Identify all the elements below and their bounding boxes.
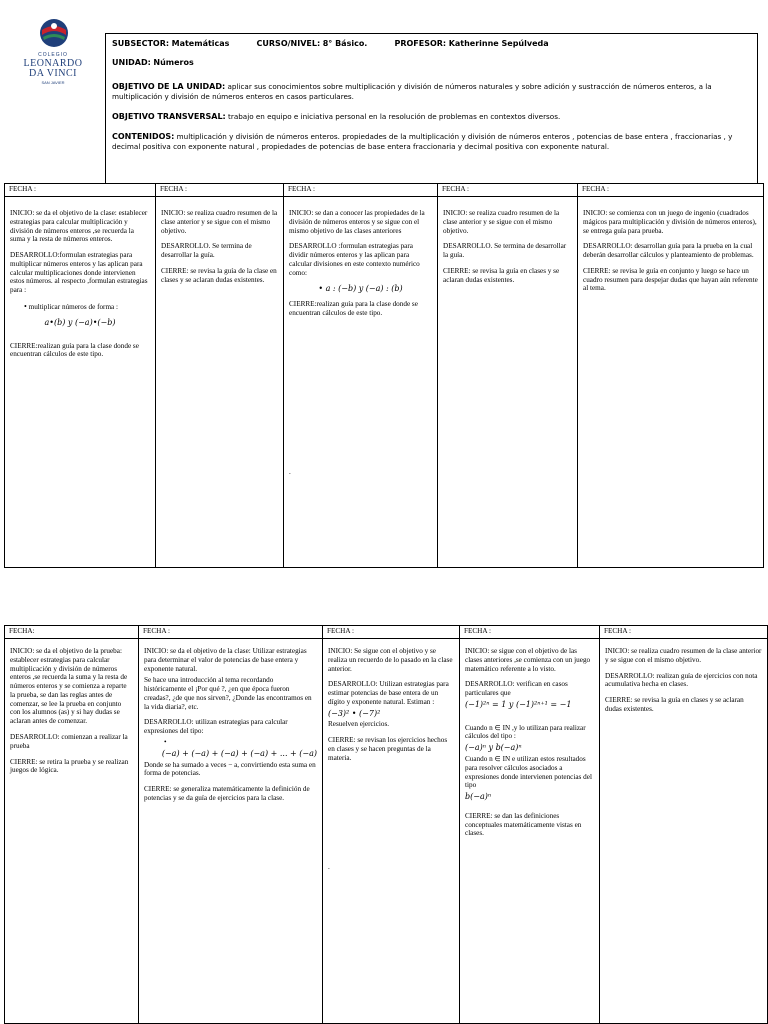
week2-day5-inicio: INICIO: se realiza cuadro resumen de la clase anterior y se sigue con el mismo objetivo. bbox=[605, 647, 762, 664]
week1-day5-cell bbox=[578, 197, 764, 568]
week2-day1-inicio: INICIO: se da el objetivo de la prueba: establecer estrategias para calcular multiplicación y división de números enteros ,se recuerda la suma y la resta de números enteros y se comienza a reparte la prueba, se dan las reglas antes de comenzar, se lee la prueba en conjunto con los alumnos (as) y si hay dudas se aclaran antes de comenzar. bbox=[10, 647, 128, 726]
week2-planning-table bbox=[4, 625, 768, 1024]
contenidos-label: CONTENIDOS: bbox=[112, 132, 175, 141]
week1-day2-cierre: CIERRE: se revisa la guía de la clase en clases y se aclaran dudas existentes. bbox=[161, 266, 277, 284]
week1-day3-formula bbox=[289, 284, 432, 294]
week2-day2-formula: (−a) + (−a) + (−a) + (−a) + ... + (−a) bbox=[161, 748, 317, 758]
logo-text-davinci: DA VINCI bbox=[29, 68, 77, 79]
week1-day1-cierre: CIERRE:realizan guía para la clase donde se encuentran cálculos de este tipo. bbox=[10, 341, 139, 359]
week2-day5-cierre: CIERRE: se revisa la guía en clases y se aclaran dudas existentes. bbox=[605, 696, 744, 713]
school-logo bbox=[6, 18, 100, 98]
week1-day2-fecha: FECHA : bbox=[156, 184, 284, 197]
week1-day5-desarrollo: DESARROLLO: desarrollan guía para la prueba en la cual deberán desarrollar cálculos y planteamiento de problemas. bbox=[583, 242, 754, 260]
week1-fecha-row bbox=[5, 184, 764, 197]
week1-day3-cierre: CIERRE:realizan guía para la clase donde se encuentran cálculos de este tipo. bbox=[289, 300, 418, 317]
header-row-subsector bbox=[112, 39, 751, 49]
week2-day3-desarrollo: DESARROLLO: Utilizan estrategias para estimar potencias de base entera de un dígito y exponente natural. Estiman : bbox=[328, 680, 449, 706]
week2-day2-sumado: Donde se ha sumado a veces − a, convirtiendo esta suma en forma de potencias. bbox=[144, 760, 316, 778]
week2-day4-desarrollo: DESARROLLO: verifican en casos particulares que bbox=[465, 680, 568, 698]
week2-day1-desarrollo: DESARROLLO: comienzan a realizar la prueba bbox=[10, 733, 128, 750]
week1-content-row bbox=[5, 197, 764, 568]
profesor-label: PROFESOR: bbox=[394, 39, 447, 48]
week1-day5-inicio: INICIO: se comienza con un juego de ingenio (cuadrados mágicos para multiplicación y división de números enteros), se entrega guía para prueba. bbox=[583, 209, 757, 235]
week1-day1-bullet-text: multiplicar números de forma : bbox=[28, 303, 119, 312]
header-row-objetivo-transversal bbox=[112, 112, 751, 122]
week2-day3-cell bbox=[323, 639, 460, 1024]
week2-day2-cierre: CIERRE: se generaliza matemáticamente la definición de potencias y se da guía de ejercicios para la clase. bbox=[144, 785, 310, 802]
week1-day5-cierre: CIERRE: se revisa le guía en conjunto y luego se hace un cuadro resumen para despejar dudas que hayan aún referente al tema. bbox=[583, 266, 758, 293]
week1-day4-cierre: CIERRE: se revisa la guía en clases y se aclaran dudas existentes. bbox=[443, 266, 560, 284]
objetivo-unidad-text: aplicar sus conocimientos sobre multiplicación y división de números naturales y sobre adición y sustracción de números enteros, a la multiplicación y división de números enteros en casos particulares. bbox=[112, 82, 712, 101]
objetivo-unidad-label: OBJETIVO DE LA UNIDAD: bbox=[112, 82, 226, 91]
unidad-value: Números bbox=[153, 58, 194, 67]
week2-day3-fecha: FECHA : bbox=[323, 626, 460, 639]
curso-label: CURSO/NIVEL: bbox=[256, 39, 321, 48]
week1-day3-formula-text: a : (−b) y (−a) : (b) bbox=[325, 284, 403, 294]
week1-day1-formula: a•(b) y (−a)•(−b) bbox=[44, 317, 116, 327]
bullet-icon: • bbox=[318, 284, 324, 294]
logo-text-colegio: COLEGIO bbox=[38, 52, 68, 58]
week2-day1-fecha: FECHA: bbox=[5, 626, 139, 639]
bullet-icon: • bbox=[164, 738, 167, 747]
contenidos-text: multiplicación y división de números enteros. propiedades de la multiplicación y división de números enteros , potencias de base entera , fraccionarias , y decimal positiva con exponente natural , propiedades de potencias de base entera fraccionaria y decimal positiva con exponente natural. bbox=[112, 132, 733, 151]
week1-day1-desarrollo: DESARROLLO:formulan estrategias para multiplicar números enteros y las aplican para calcular multiplicaciones donde intervienen estos números. al respecto ,formulan estrategias para : bbox=[10, 251, 148, 295]
week2-day4-fecha: FECHA : bbox=[460, 626, 600, 639]
bullet-icon: • bbox=[24, 302, 27, 312]
week1-day4-fecha: FECHA : bbox=[438, 184, 578, 197]
week2-day4-inicio: INICIO: se sigue con el objetivo de las clases anteriores ,se comienza con un juego matemático referente a lo visto. bbox=[465, 647, 591, 673]
week2-day1-cell bbox=[5, 639, 139, 1024]
week2-day2-fecha: FECHA : bbox=[139, 626, 323, 639]
week2-day2-cell bbox=[139, 639, 323, 1024]
curso-value: 8° Básico. bbox=[322, 39, 368, 48]
week2-day4-cuando2: Cuando n ∈ IN e utilizan estos resultados para resolver cálculos asociados a expresiones donde intervienen potencias del tipo bbox=[465, 754, 592, 790]
week2-day4-cierre: CIERRE: se dan las definiciones conceptuales matemáticamente vistas en clases. bbox=[465, 811, 582, 838]
week2-day4-formula1: (−1)²ⁿ = 1 y (−1)²ⁿ⁺¹ = −1 bbox=[465, 699, 572, 709]
week2-day2-desarrollo: DESARROLLO: utilizan estrategias para calcular expresiones del tipo: bbox=[144, 718, 288, 736]
week2-day2-historia: Se hace una introducción al tema recordando históricamente el ¡Por qué ?, ¿en que época fueron creadas?, ¿de que nos sirven?, ¿Donde las encontramos en la vida diaria?, etc. bbox=[144, 676, 312, 711]
subsector-value: Matemáticas bbox=[171, 39, 230, 48]
week2-day3-inicio: INICIO: Se sigue con el objetivo y se realiza un recuerdo de lo pasado en la clase anterior. bbox=[328, 647, 453, 673]
week2-day4-cell bbox=[460, 639, 600, 1024]
week2-day5-fecha: FECHA : bbox=[600, 626, 768, 639]
subsector-label: SUBSECTOR: bbox=[112, 39, 170, 48]
week2-fecha-row bbox=[5, 626, 768, 639]
week1-day3-desarrollo: DESARROLLO :formulan estrategias para dividir números enteros y las aplican para calcular divisiones en este contexto numérico como: bbox=[289, 242, 420, 277]
week2-day4-cuando1: Cuando n ∈ IN ,y lo utilizan para realizar cálculos del tipo : bbox=[465, 723, 586, 741]
week1-day1-fecha: FECHA : bbox=[5, 184, 156, 197]
week2-content-row bbox=[5, 639, 768, 1024]
week2-day2-inicio: INICIO: se da el objetivo de la clase: Utilizar estrategias para determinar el valor de potencias de base entera y exponente natural. bbox=[144, 647, 307, 673]
week2-day4-formula3: b(−a)ⁿ bbox=[465, 792, 492, 802]
week2-day1-cierre: CIERRE: se retira la prueba y se realizan juegos de lógica. bbox=[10, 757, 129, 775]
week1-day2-cell bbox=[156, 197, 284, 568]
objetivo-transversal-text: trabajo en equipo e iniciativa personal en la resolución de problemas en contextos diversos. bbox=[228, 112, 561, 121]
week2-day4-formula2: (−a)ⁿ y b(−a)ⁿ bbox=[465, 743, 522, 753]
week1-day4-cell bbox=[438, 197, 578, 568]
week1-day3-inicio: INICIO: se dan a conocer las propiedades de la división de números enteros y se sigue con el mismo objetivo de las clases anteriores bbox=[289, 209, 425, 235]
week2-day5-desarrollo: DESARROLLO: realizan guía de ejercicios con nota acumulativa hecha en clases. bbox=[605, 671, 758, 689]
week2-day3-resuelven: Resuelven ejercicios. bbox=[328, 720, 390, 729]
week2-day3-end-mark: . bbox=[328, 862, 330, 871]
logo-text-sanjavier: SAN JAVIER bbox=[41, 80, 65, 85]
header-row-contenidos bbox=[112, 132, 751, 151]
week2-day5-cell bbox=[600, 639, 768, 1024]
week1-day1-cell bbox=[5, 197, 156, 568]
header-row-objetivo-unidad bbox=[112, 82, 751, 101]
planning-header bbox=[105, 33, 758, 184]
week1-day4-desarrollo: DESARROLLO. Se termina de desarrollar la guía. bbox=[443, 242, 567, 260]
week1-day4-inicio: INICIO: se realiza cuadro resumen de la clase anterior y se sigue con el mismo objetivo. bbox=[443, 209, 560, 235]
week1-day1-inicio: INICIO: se da el objetivo de la clase: establecer estrategias para calcular multiplicación y división de números enteros ,se recuerda la suma y la resta de números enteros. bbox=[10, 209, 148, 244]
header-row-unidad bbox=[112, 58, 751, 68]
week2-day3-formula: (−3)² • (−7)² bbox=[328, 708, 381, 718]
week1-day3-cell bbox=[284, 197, 438, 568]
week1-day3-fecha: FECHA : bbox=[284, 184, 438, 197]
week1-day3-end-mark: . bbox=[289, 467, 291, 476]
profesor-value: Katherinne Sepúlveda bbox=[448, 39, 549, 48]
week1-planning-table bbox=[4, 183, 764, 568]
week2-day3-cierre: CIERRE: se revisan los ejercicios hechos en clases y se hacen preguntas de la materia. bbox=[328, 736, 448, 762]
objetivo-transversal-label: OBJETIVO TRANSVERSAL: bbox=[112, 112, 226, 121]
week1-day5-fecha: FECHA : bbox=[578, 184, 764, 197]
week1-day1-bullet bbox=[24, 302, 150, 312]
school-seal-icon bbox=[39, 18, 69, 48]
unidad-label: UNIDAD: bbox=[112, 58, 151, 67]
week1-day2-inicio: INICIO: se realiza cuadro resumen de la clase anterior y se sigue con el mismo objetivo. bbox=[161, 209, 278, 235]
week1-day2-desarrollo: DESARROLLO. Se termina de desarrollar la guía. bbox=[161, 242, 252, 260]
logo-text-leonardo: LEONARDO bbox=[23, 58, 83, 69]
